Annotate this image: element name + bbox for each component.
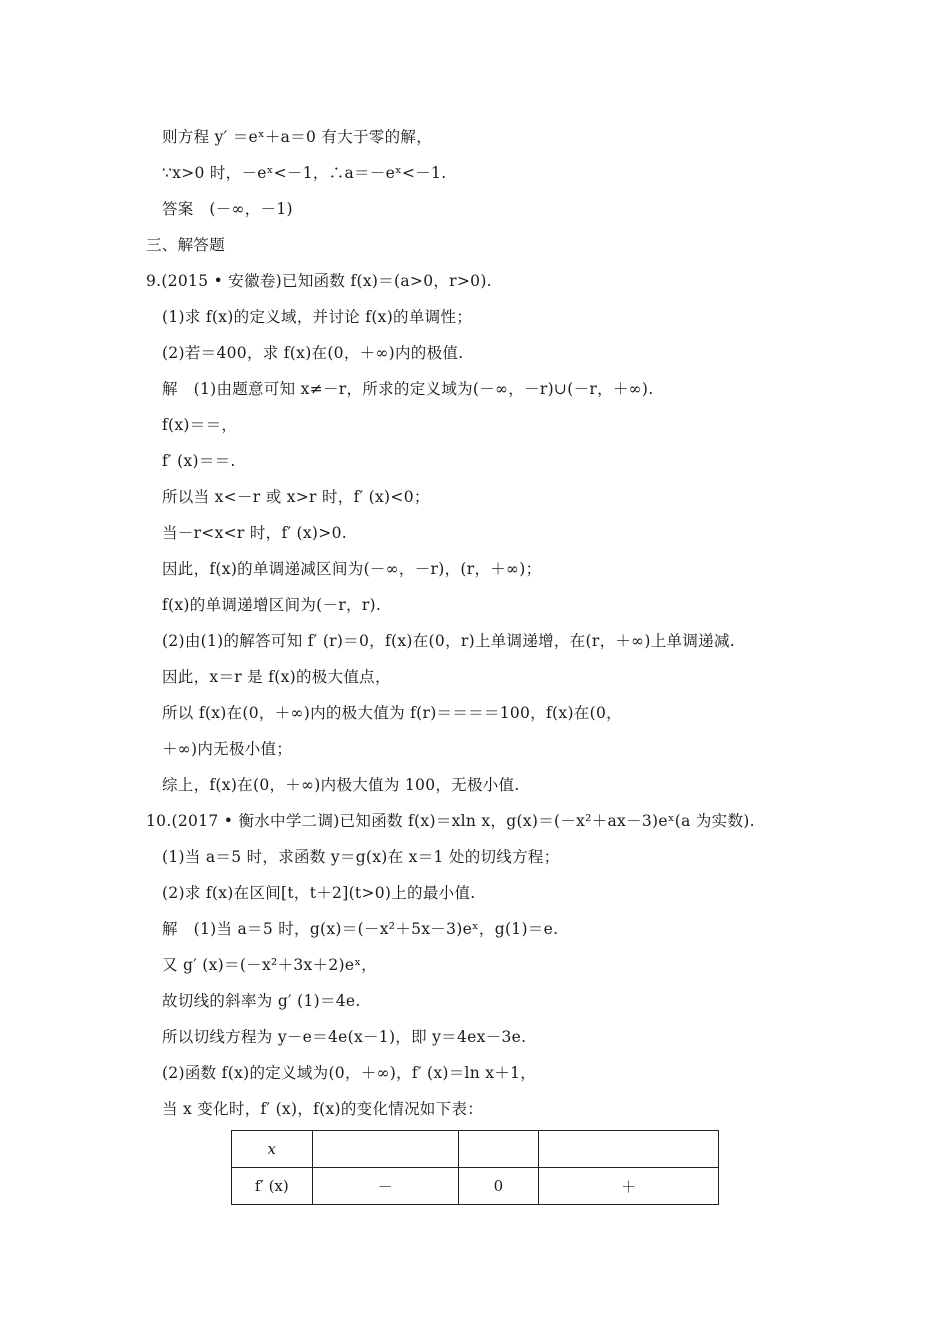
text-line: 故切线的斜率为 g′ (1)＝4e. [162,992,361,1010]
section-heading: 三、解答题 [146,236,226,254]
text-line: 则方程 y′ ＝eˣ＋a＝0 有大于零的解， [162,128,433,146]
problem-10-statement: 10.(2017 • 衡水中学二调)已知函数 f(x)＝xln x，g(x)＝(－x²＋ax－3)eˣ(a 为实数). [146,812,755,830]
text-line: 因此，f(x)的单调递减区间为(－∞，－r)，(r，＋∞)； [162,560,542,578]
problem-9-statement: 9.(2015 • 安徽卷)已知函数 f(x)＝(a>0，r>0). [146,272,492,290]
text-line: 当－r<x<r 时，f′ (x)>0. [162,524,347,542]
table-cell: f′ (x) [232,1168,313,1205]
table-cell [312,1131,458,1168]
text-line: ＋∞)内无极小值； [162,740,293,758]
text-line: 所以 f(x)在(0，＋∞)内的极大值为 f(r)＝＝＝＝100，f(x)在(0， [162,704,622,722]
text-line: f(x)＝＝， [162,416,238,434]
table-cell [458,1131,539,1168]
text-line: 又 g′ (x)＝(－x²＋3x＋2)eˣ， [162,956,377,974]
text-line: (2)函数 f(x)的定义域为(0，＋∞)，f′ (x)＝ln x＋1， [162,1064,537,1082]
text-line: (1)求 f(x)的定义域，并讨论 f(x)的单调性； [162,308,473,326]
solution-line: 解 (1)当 a＝5 时，g(x)＝(－x²＋5x－3)eˣ，g(1)＝e. [162,920,559,938]
table-cell: x [232,1131,313,1168]
table-row [232,1168,719,1205]
text-line: f(x)的单调递增区间为(－r，r). [162,596,382,614]
table-cell: ＋ [539,1168,719,1205]
table-row [232,1131,719,1168]
text-line: f′ (x)＝＝. [162,452,236,470]
variation-table [231,1130,719,1205]
text-line: 所以当 x<－r 或 x>r 时，f′ (x)<0； [162,488,430,506]
text-line: ∵x>0 时，－eˣ<－1，∴a＝－eˣ<－1. [162,164,447,182]
text-line: (2)求 f(x)在区间[t，t＋2](t>0)上的最小值. [162,884,476,902]
text-line: (2)若＝400，求 f(x)在(0，＋∞)内的极值. [162,344,464,362]
text-line: 所以切线方程为 y－e＝4e(x－1)，即 y＝4ex－3e. [162,1028,527,1046]
text-line: 因此，x＝r 是 f(x)的极大值点， [162,668,391,686]
text-line: (2)由(1)的解答可知 f′ (r)＝0，f(x)在(0，r)上单调递增，在(r，＋∞)上单调递减. [162,632,735,650]
text-line: (1)当 a＝5 时，求函数 y＝g(x)在 x＝1 处的切线方程； [162,848,560,866]
table-cell: 0 [458,1168,539,1205]
table-cell: － [312,1168,458,1205]
text-line: 当 x 变化时，f′ (x)，f(x)的变化情况如下表： [162,1100,484,1118]
answer-line: 答案 (－∞，－1) [162,200,293,218]
solution-line: 解 (1)由题意可知 x≠－r，所求的定义域为(－∞，－r)∪(－r，＋∞). [162,380,654,398]
text-line: 综上，f(x)在(0，＋∞)内极大值为 100，无极小值. [162,776,520,794]
table-cell [539,1131,719,1168]
